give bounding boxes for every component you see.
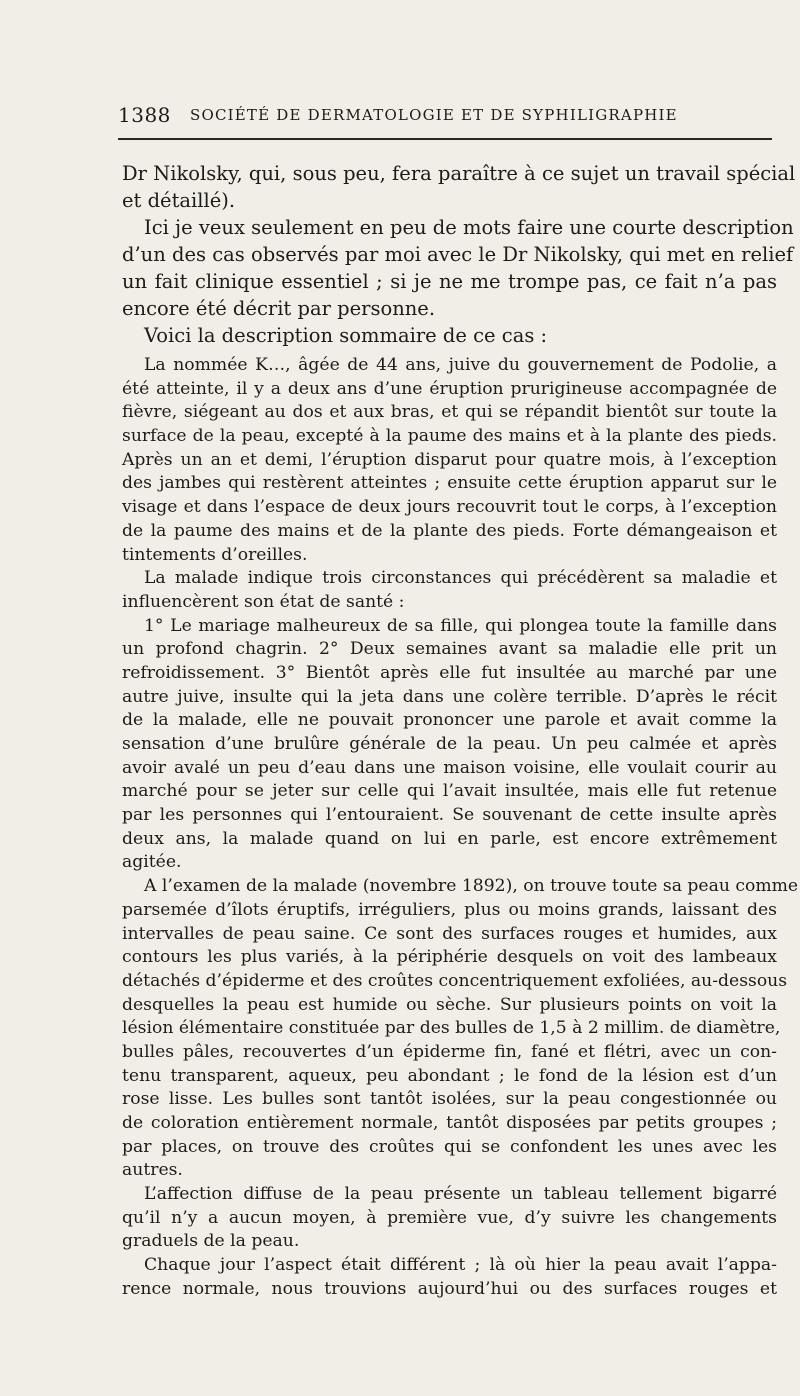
text-line: sensation d’une brulûre générale de la peau. Un peu calmée et après bbox=[122, 734, 777, 754]
text-line: deux ans, la malade quand on lui en parle, est encore extrêmement bbox=[122, 828, 777, 849]
text-line: des jambes qui restèrent atteintes ; ensuite cette éruption apparut sur le bbox=[122, 473, 777, 494]
text-line: tenu transparent, aqueux, peu abondant ; le fond de la lésion est d’un bbox=[122, 1065, 777, 1086]
header-rule bbox=[118, 138, 772, 140]
text-line: bulles pâles, recouvertes d’un épiderme fin, fané et flétri, avec un con- bbox=[122, 1041, 777, 1062]
text-line: Dr Nikolsky, qui, sous peu, fera paraître à ce sujet un travail spécial bbox=[122, 162, 796, 185]
text-line: lésion élémentaire constituée par des bulles de 1,5 à 2 millim. de diamètre, bbox=[122, 1018, 781, 1039]
text-line: autres. bbox=[122, 1160, 183, 1181]
text-line: d’un des cas observés par moi avec le Dr Nikolsky, qui met en relief bbox=[122, 243, 794, 266]
text-line: rence normale, nous trouvions aujourd’hui ou des surfaces rouges et bbox=[122, 1278, 777, 1299]
text-line: rose lisse. Les bulles sont tantôt isolées, sur la peau congestionnée ou bbox=[122, 1089, 777, 1110]
text-line: La nommée K…, âgée de 44 ans, juive du gouvernement de Podolie, a bbox=[144, 355, 777, 375]
text-line: par les personnes qui l’entouraient. Se souvenant de cette insulte après bbox=[122, 805, 777, 826]
text-line: par places, on trouve des croûtes qui se confondent les unes avec les bbox=[122, 1136, 777, 1157]
text-line: contours les plus variés, à la périphérie desquels on voit des lambeaux bbox=[122, 947, 777, 968]
text-line: intervalles de peau saine. Ce sont des surfaces rouges et humides, aux bbox=[122, 923, 777, 944]
page-header bbox=[118, 103, 768, 133]
text-line: graduels de la peau. bbox=[122, 1231, 300, 1252]
text-line: été atteinte, il y a deux ans d’une éruption prurigineuse accompagnée de bbox=[122, 378, 777, 399]
text-line: tintements d’oreilles. bbox=[122, 544, 308, 565]
text-line: La malade indique trois circonstances qui précédèrent sa maladie et bbox=[144, 568, 777, 589]
text-line: influencèrent son état de santé : bbox=[122, 591, 405, 612]
text-line: parsemée d’îlots éruptifs, irréguliers, plus ou moins grands, laissant des bbox=[122, 899, 777, 920]
text-line: marché pour se jeter sur celle qui l’avait insultée, mais elle fut retenue bbox=[122, 781, 777, 802]
text-line: encore été décrit par personne. bbox=[122, 297, 436, 320]
text-line: de la malade, elle ne pouvait prononcer une parole et avait comme la bbox=[122, 710, 777, 731]
page-number: 1388 bbox=[118, 103, 171, 127]
text-line: qu’il n’y a aucun moyen, à première vue, d’y suivre les changements bbox=[122, 1207, 777, 1228]
text-line: détachés d’épiderme et des croûtes concentriquement exfoliées, au-dessous bbox=[122, 970, 788, 991]
text-line: Ici je veux seulement en peu de mots faire une courte description bbox=[144, 216, 794, 239]
text-line: un profond chagrin. 2° Deux semaines avant sa maladie elle prit un bbox=[122, 639, 777, 660]
text-line: 1° Le mariage malheureux de sa fille, qui plongea toute la famille dans bbox=[144, 615, 777, 636]
text-line: L’affection diffuse de la peau présente un tableau tellement bigarré bbox=[144, 1184, 777, 1205]
text-line: autre juive, insulte qui la jeta dans une colère terrible. D’après le récit bbox=[122, 686, 777, 707]
text-line: Après un an et demi, l’éruption disparut pour quatre mois, à l’exception bbox=[122, 449, 777, 470]
introductory-text bbox=[122, 160, 796, 349]
text-line: Voici la description sommaire de ce cas : bbox=[144, 324, 548, 347]
text-line: visage et dans l’espace de deux jours recouvrit tout le corps, à l’exception bbox=[122, 497, 777, 518]
text-line: surface de la peau, excepté à la paume des mains et à la plante des pieds. bbox=[122, 426, 777, 447]
text-line: et détaillé). bbox=[122, 189, 236, 212]
text-line: fièvre, siégeant au dos et aux bras, et qui se répandit bientôt sur toute la bbox=[122, 402, 777, 423]
text-line: de coloration entièrement normale, tantôt disposées par petits groupes ; bbox=[122, 1113, 777, 1133]
text-line: un fait clinique essentiel ; si je ne me trompe pas, ce fait n’a pas bbox=[122, 270, 777, 293]
text-line: avoir avalé un peu d’eau dans une maison voisine, elle voulait courir au bbox=[122, 757, 777, 778]
text-line: A l’examen de la malade (novembre 1892), on trouve toute sa peau comme bbox=[144, 876, 799, 897]
text-line: Chaque jour l’aspect était différent ; là où hier la peau avait l’appa- bbox=[144, 1255, 777, 1276]
text-line: de la paume des mains et de la plante des pieds. Forte démangeaison et bbox=[122, 520, 777, 541]
text-line: refroidissement. 3° Bientôt après elle fut insultée au marché par une bbox=[122, 662, 777, 683]
text-line: agitée. bbox=[122, 852, 182, 873]
text-line: desquelles la peau est humide ou sèche. Sur plusieurs points on voit la bbox=[122, 994, 777, 1015]
case-description-text bbox=[122, 354, 799, 1302]
running-title: SOCIÉTÉ DE DERMATOLOGIE ET DE SYPHILIGRAPHIE bbox=[190, 106, 678, 124]
